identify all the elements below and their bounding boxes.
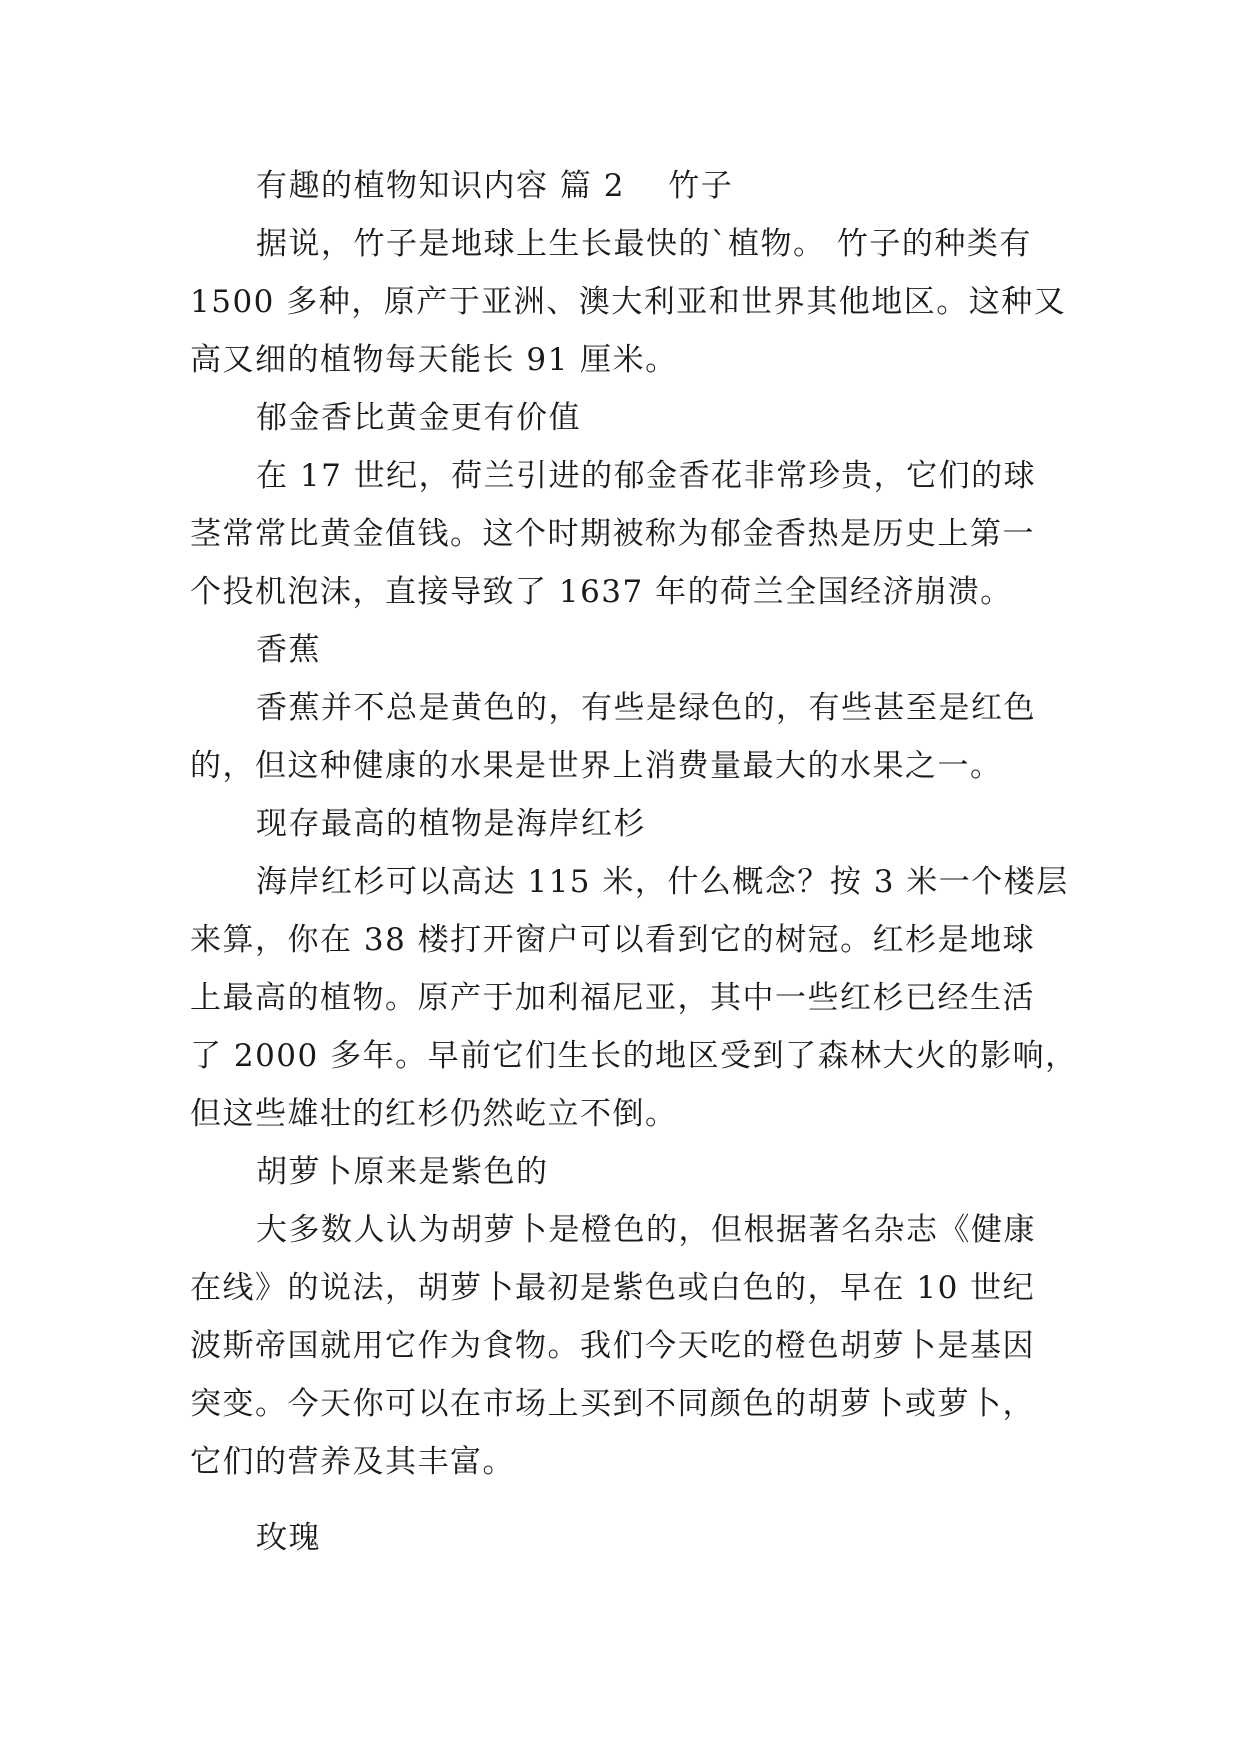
paragraph-line: 但这些雄壮的红杉仍然屹立不倒。 bbox=[190, 1096, 678, 1132]
section-heading: 胡萝卜原来是紫色的 bbox=[256, 1154, 549, 1190]
section-heading: 竹子 bbox=[668, 168, 734, 204]
paragraph-line: 大多数人认为胡萝卜是橙色的，但根据著名杂志《健康 bbox=[256, 1212, 1036, 1248]
paragraph-line: 在 17 世纪，荷兰引进的郁金香花非常珍贵，它们的球 bbox=[256, 458, 1037, 494]
section-heading: 香蕉 bbox=[256, 632, 321, 668]
section-heading: 现存最高的植物是海岸红杉 bbox=[256, 806, 646, 842]
paragraph-line: 的，但这种健康的水果是世界上消费量最大的水果之一。 bbox=[190, 748, 1003, 784]
paragraph-line: 来算，你在 38 楼打开窗户可以看到它的树冠。红杉是地球 bbox=[190, 922, 1036, 958]
paragraph-line: 波斯帝国就用它作为食物。我们今天吃的橙色胡萝卜是基因 bbox=[190, 1328, 1035, 1364]
section-heading: 郁金香比黄金更有价值 bbox=[256, 400, 581, 436]
section-number: 篇 2 bbox=[559, 168, 625, 204]
document-body bbox=[190, 157, 1078, 1567]
paragraph-line: 1500 多种，原产于亚洲、澳大利亚和世界其他地区。这种又 bbox=[190, 284, 1067, 320]
paragraph-line: 在线》的说法，胡萝卜最初是紫色或白色的，早在 10 世纪 bbox=[190, 1270, 1036, 1306]
paragraph-line: 它们的营养及其丰富。 bbox=[190, 1444, 515, 1480]
paragraph-spacer bbox=[190, 1491, 1060, 1509]
document-title: 有趣的植物知识内容 bbox=[256, 168, 549, 204]
paragraph-line: 高又细的植物每天能长 91 厘米。 bbox=[190, 342, 678, 378]
paragraph-line: 上最高的植物。原产于加利福尼亚，其中一些红杉已经生活 bbox=[190, 980, 1035, 1016]
section-heading: 玫瑰 bbox=[256, 1520, 321, 1556]
paragraph-line: 个投机泡沫，直接导致了 1637 年的荷兰全国经济崩溃。 bbox=[190, 574, 1013, 610]
document-header-line bbox=[190, 157, 1060, 215]
paragraph-line: 茎常常比黄金值钱。这个时期被称为郁金香热是历史上第一 bbox=[190, 516, 1035, 552]
paragraph-line: 香蕉并不总是黄色的，有些是绿色的，有些甚至是红色 bbox=[256, 690, 1036, 726]
paragraph-line: 了 2000 多年。早前它们生长的地区受到了森林大火的影响， bbox=[190, 1038, 1078, 1074]
paragraph-line: 海岸红杉可以高达 115 米，什么概念？按 3 米一个楼层 bbox=[256, 864, 1069, 900]
paragraph-line: 突变。今天你可以在市场上买到不同颜色的胡萝卜或萝卜， bbox=[190, 1386, 1035, 1422]
paragraph-line: 据说，竹子是地球上生长最快的`植物。 竹子的种类有 bbox=[256, 226, 1032, 262]
